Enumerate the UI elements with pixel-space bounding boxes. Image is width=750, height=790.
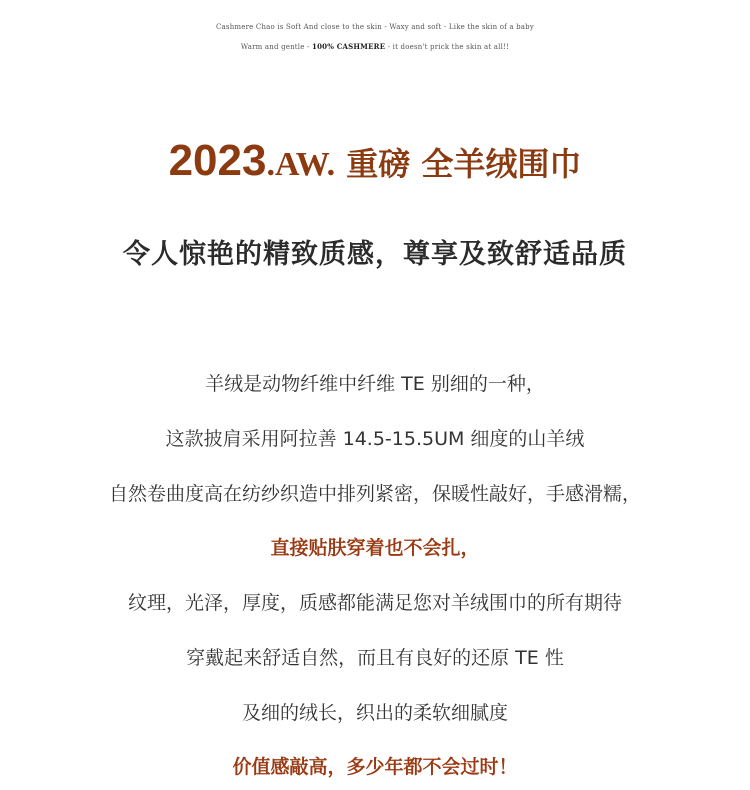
tagline-cashmere-emphasis: 100% CASHMERE (312, 42, 386, 51)
title-season: .AW. (266, 146, 336, 183)
description-highlight-2: 价值感敲高，多少年都不会过时！ (232, 756, 518, 778)
tagline-line2-prefix: Warm and gentle - (240, 43, 313, 51)
page-title (0, 136, 750, 186)
description-line-6: 穿戴起来舒适自然，而且有良好的还原 TE 性 (186, 647, 564, 669)
description-highlight-1: 直接贴肤穿着也不会扎， (270, 537, 480, 559)
description-line-2: 这款披肩采用阿拉善 14.5-15.5UM 细度的山羊绒 (165, 428, 585, 450)
title-year: 2023 (168, 136, 267, 185)
subtitle: 令人惊艳的精致质感，尊享及致舒适品质 (123, 239, 627, 270)
english-tagline-line1: Cashmere Chao is Soft And close to the skin - Waxy and soft - Like the skin of a baby (215, 23, 535, 31)
tagline-line2-suffix: - it doesn't prick the skin at all!! (385, 43, 510, 51)
english-tagline-line2 (0, 42, 750, 51)
description-line-3: 自然卷曲度高在纺纱织造中排列紧密，保暖性敲好，手感滑糯， (108, 483, 641, 505)
description-line-5: 纹理，光泽，厚度，质感都能满足您对羊绒围巾的所有期待 (127, 592, 622, 614)
title-product: 重磅 全羊绒围巾 (335, 145, 582, 183)
description-line-1: 羊绒是动物纤维中纤维 TE 别细的一种， (205, 373, 545, 395)
description-line-7: 及细的绒长，织出的柔软细腻度 (241, 702, 508, 724)
